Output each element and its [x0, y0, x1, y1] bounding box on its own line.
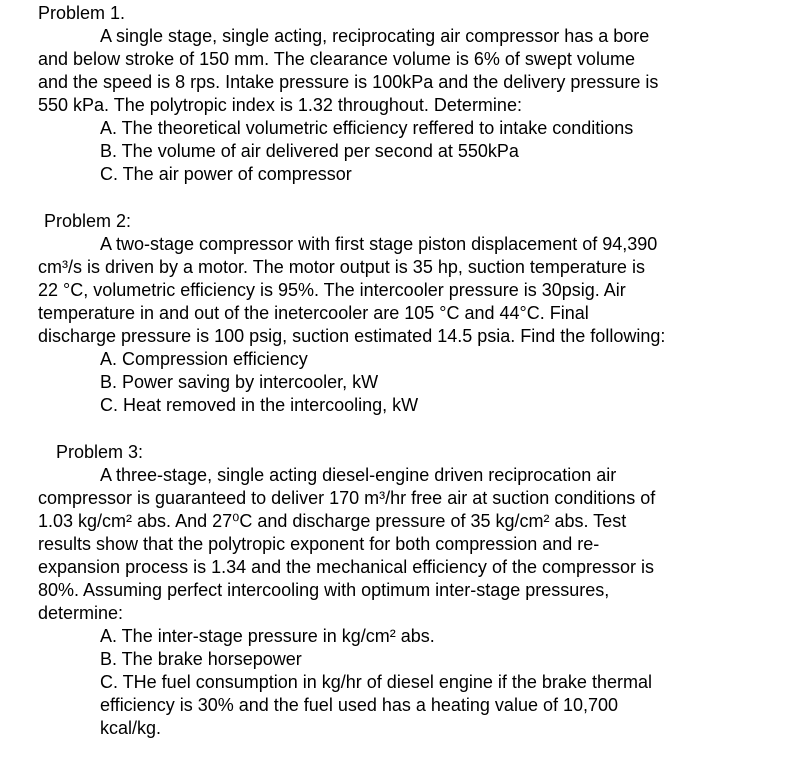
statement-line: 550 kPa. The polytropic index is 1.32 throughout. Determine:: [38, 95, 522, 115]
statement-line: expansion process is 1.34 and the mechanical efficiency of the compressor is: [38, 557, 654, 577]
problem-title: Problem 1.: [38, 3, 126, 23]
statement-line: determine:: [38, 603, 124, 623]
problem-3: [0, 441, 794, 740]
statement-line: 1.03 kg/cm² abs. And 27⁰C and discharge pressure of 35 kg/cm² abs. Test: [38, 511, 627, 531]
statement-line: results show that the polytropic exponent for both compression and re-: [38, 534, 600, 554]
question-item: C. Heat removed in the intercooling, kW: [100, 395, 419, 415]
question-item-continuation: kcal/kg.: [100, 718, 162, 738]
problem-statement: [0, 25, 794, 117]
statement-line: 80%. Assuming perfect intercooling with optimum inter-stage pressures,: [38, 580, 610, 600]
statement-line: and the speed is 8 rps. Intake pressure is 100kPa and the delivery pressure is: [38, 72, 659, 92]
question-item: B. The volume of air delivered per second at 550kPa: [100, 141, 519, 161]
question-item: B. Power saving by intercooler, kW: [100, 372, 379, 392]
problem-1: [0, 2, 794, 186]
question-list: [0, 625, 794, 740]
statement-line: A two-stage compressor with first stage piston displacement of 94,390: [100, 234, 658, 254]
problem-statement: [0, 464, 794, 625]
statement-line: A single stage, single acting, reciprocating air compressor has a bore: [100, 26, 650, 46]
problem-title: Problem 2:: [44, 211, 132, 231]
statement-line: A three-stage, single acting diesel-engine driven reciprocation air: [100, 465, 617, 485]
statement-line: cm³/s is driven by a motor. The motor output is 35 hp, suction temperature is: [38, 257, 645, 277]
question-item: A. The inter-stage pressure in kg/cm² abs.: [100, 626, 435, 646]
question-item: B. The brake horsepower: [100, 649, 302, 669]
question-item: A. The theoretical volumetric efficiency reffered to intake conditions: [100, 118, 634, 138]
statement-line: and below stroke of 150 mm. The clearance volume is 6% of swept volume: [38, 49, 635, 69]
question-item-continuation: efficiency is 30% and the fuel used has a heating value of 10,700: [100, 695, 619, 715]
question-item: A. Compression efficiency: [100, 349, 308, 369]
problem-2: [0, 210, 794, 417]
question-item: C. The air power of compressor: [100, 164, 352, 184]
question-item: C. THe fuel consumption in kg/hr of diesel engine if the brake thermal: [100, 672, 652, 692]
problem-statement: [0, 233, 794, 348]
statement-line: discharge pressure is 100 psig, suction estimated 14.5 psia. Find the following:: [38, 326, 666, 346]
problem-title: Problem 3:: [56, 442, 144, 462]
question-list: [0, 348, 794, 417]
statement-line: 22 °C, volumetric efficiency is 95%. The intercooler pressure is 30psig. Air: [38, 280, 626, 300]
statement-line: compressor is guaranteed to deliver 170 m³/hr free air at suction conditions of: [38, 488, 656, 508]
statement-line: temperature in and out of the inetercooler are 105 °C and 44°C. Final: [38, 303, 589, 323]
question-list: [0, 117, 794, 186]
